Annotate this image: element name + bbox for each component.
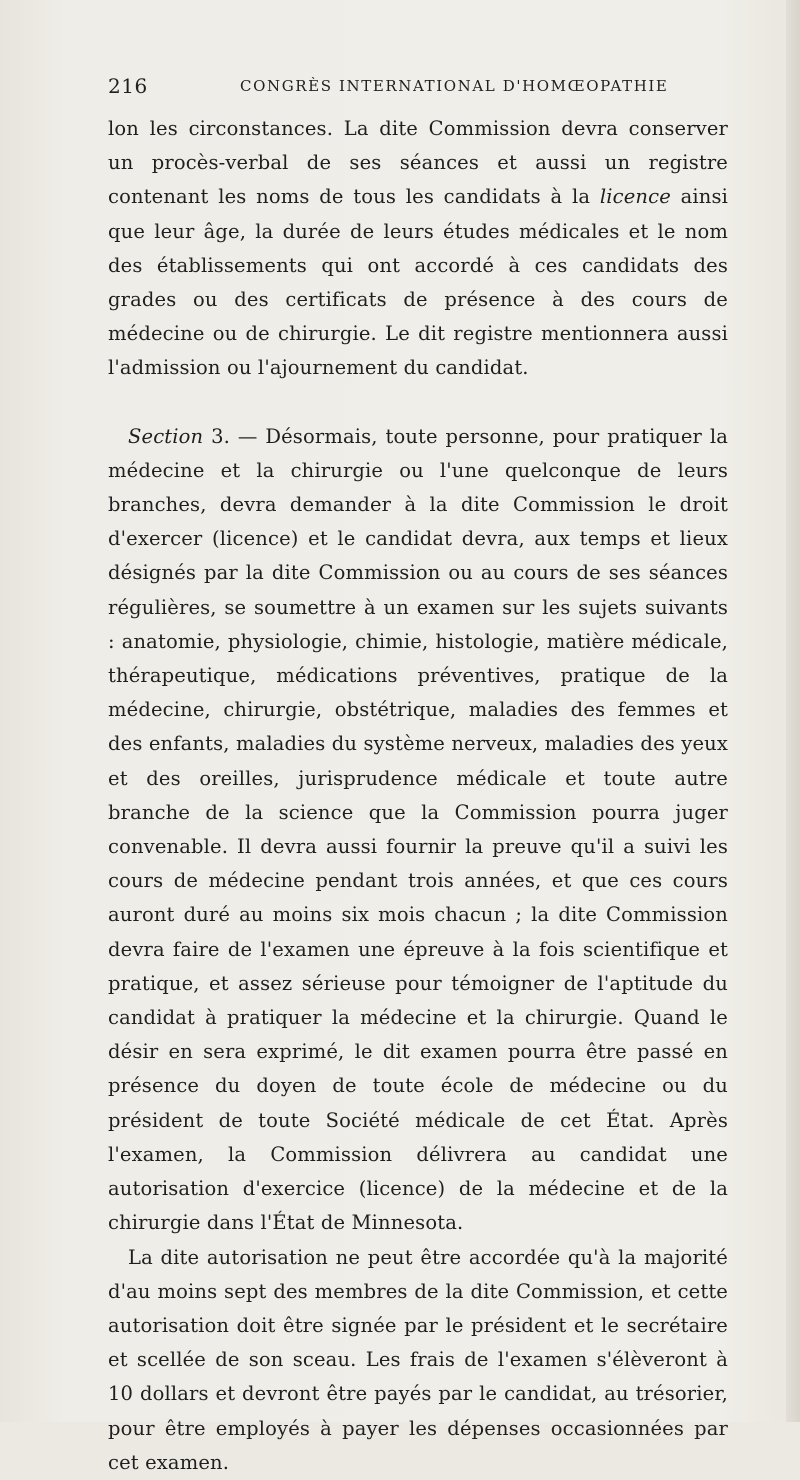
page-number: 216 — [108, 74, 148, 98]
section-label: Section — [128, 424, 204, 448]
running-title: CONGRÈS INTERNATIONAL D'HOMŒOPATHIE — [240, 77, 669, 95]
page-edge-shadow — [786, 0, 800, 1422]
paragraph-section-3 — [108, 420, 728, 1241]
paragraph-authorization: La dite autorisation ne peut être accordée qu'à la majorité d'au moins sept des membres de la dite Commission, et cette autorisation doit être signée par le président et le secrétaire et scellée de son sceau. Les frais de l'examen s'élèveront à 10 dollars et devront être payés par le candidat, au trésorier, pour être employés à payer les dépenses occasionnées par cet examen. — [108, 1245, 728, 1474]
italic-term: licence — [599, 185, 671, 209]
body-text — [108, 112, 728, 1480]
paragraph-text: 3. — Désormais, toute personne, pour pratiquer la médecine et la chirurgie ou l'une quelconque de leurs branches, devra demander à la dite Commission le droit d'exercer (licence) et le candidat devra, aux temps et lieux désignés par la dite Commission ou au cours de ses séances régulières, se soumettre à un examen sur les sujets suivants : anatomie, physiologie, chimie, histologie, matière médicale, thérapeutique, médications préventives, pratique de la médecine, chirurgie, obstétrique, maladies des femmes et des enfants, maladies du système nerveux, maladies des yeux et des oreilles, jurisprudence médicale et toute autre branche de la science que la Commission pourra juger convenable. Il devra aussi fournir la preuve qu'il a suivi les cours de médecine pendant trois années, et que ces cours auront duré au moins six mois chacun ; la dite Commission devra faire de l'examen une épreuve à la fois scientifique et pratique, et assez sérieuse pour témoigner de l'aptitude du candidat à pratiquer la médecine et la chirurgie. Quand le désir en sera exprimé, le dit examen pourra être passé en présence du doyen de toute école de médecine ou du président de toute Société médicale de cet État. Après l'examen, la Commission délivrera au candidat une autorisation d'exercice (licence) de la médecine et de la chirurgie dans l'État de Minnesota. — [108, 424, 728, 1235]
paragraph-text: lon les circonstances. La dite Commission devra conserver un procès-verbal de ses séances et aussi un registre contenant les noms de tous les candidats à la — [108, 117, 728, 209]
running-head — [108, 74, 728, 102]
paragraph-continuation — [108, 112, 728, 386]
paragraph-text: ainsi que leur âge, la durée de leurs études médicales et le nom des établissements qui ont accordé à ces candidats des grades ou des certificats de présence à des cours de médecine ou de chirurgie. Le dit registre mentionnera aussi l'admission ou l'ajournement du candidat. — [108, 185, 729, 380]
